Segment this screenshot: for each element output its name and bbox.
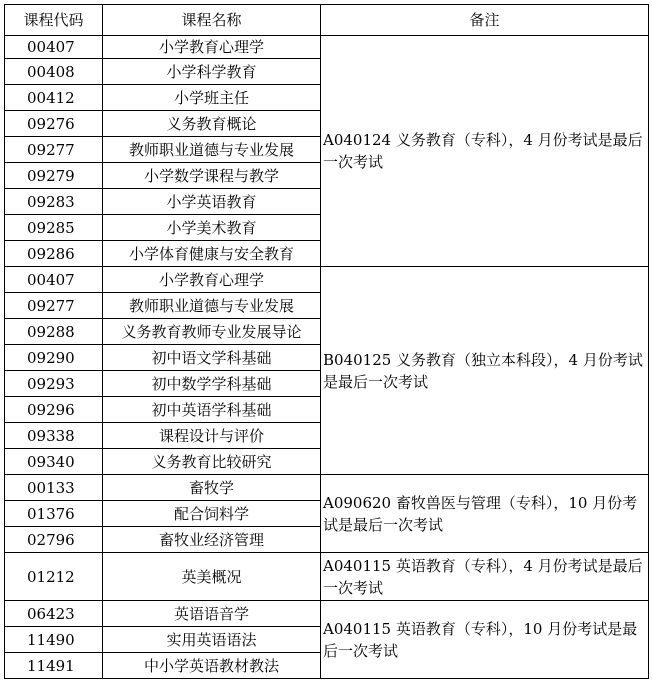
header-course-code: 课程代码 (5, 5, 103, 36)
course-name-cell: 小学班主任 (103, 85, 321, 111)
course-name-cell: 小学教育心理学 (103, 267, 321, 293)
header-course-name: 课程名称 (103, 5, 321, 36)
course-name-cell: 配合饲料学 (103, 501, 321, 527)
course-name-cell: 中小学英语教材教法 (103, 653, 321, 679)
course-code-cell: 09277 (5, 293, 103, 319)
course-name-cell: 畜牧学 (103, 475, 321, 501)
exam-course-table (4, 4, 649, 679)
course-code-cell: 09288 (5, 319, 103, 345)
course-name-cell: 畜牧业经济管理 (103, 527, 321, 553)
table-row (5, 267, 649, 293)
header-row (5, 5, 649, 36)
course-code-cell: 11490 (5, 627, 103, 653)
course-code-cell: 09340 (5, 449, 103, 475)
course-name-cell: 初中数学学科基础 (103, 371, 321, 397)
course-code-cell: 00407 (5, 36, 103, 59)
course-code-cell: 09293 (5, 371, 103, 397)
course-name-cell: 小学美术教育 (103, 215, 321, 241)
course-code-cell: 09296 (5, 397, 103, 423)
course-code-cell: 00408 (5, 59, 103, 85)
course-name-cell: 义务教育教师专业发展导论 (103, 319, 321, 345)
course-code-cell: 01212 (5, 553, 103, 601)
course-name-cell: 小学体育健康与安全教育 (103, 241, 321, 267)
table-body (5, 36, 649, 679)
course-code-cell: 00412 (5, 85, 103, 111)
remarks-cell: B040125 义务教育（独立本科段），4 月份考试是最后一次考试 (321, 267, 649, 475)
table-row (5, 36, 649, 59)
course-name-cell: 教师职业道德与专业发展 (103, 137, 321, 163)
course-name-cell: 英语语音学 (103, 601, 321, 627)
table-row (5, 601, 649, 627)
course-code-cell: 01376 (5, 501, 103, 527)
table-row (5, 553, 649, 601)
table-row (5, 475, 649, 501)
course-code-cell: 11491 (5, 653, 103, 679)
remarks-cell: A040115 英语教育（专科），4 月份考试是最后一次考试 (321, 553, 649, 601)
course-code-cell: 09290 (5, 345, 103, 371)
course-name-cell: 课程设计与评价 (103, 423, 321, 449)
course-name-cell: 初中英语学科基础 (103, 397, 321, 423)
course-name-cell: 初中语文学科基础 (103, 345, 321, 371)
course-code-cell: 09286 (5, 241, 103, 267)
course-code-cell: 00133 (5, 475, 103, 501)
course-name-cell: 教师职业道德与专业发展 (103, 293, 321, 319)
course-code-cell: 09283 (5, 189, 103, 215)
course-code-cell: 09285 (5, 215, 103, 241)
course-code-cell: 09338 (5, 423, 103, 449)
course-name-cell: 小学数学课程与教学 (103, 163, 321, 189)
course-name-cell: 小学英语教育 (103, 189, 321, 215)
course-name-cell: 小学科学教育 (103, 59, 321, 85)
course-name-cell: 实用英语语法 (103, 627, 321, 653)
course-name-cell: 英美概况 (103, 553, 321, 601)
remarks-cell: A090620 畜牧兽医与管理（专科），10 月份考试是最后一次考试 (321, 475, 649, 553)
course-code-cell: 06423 (5, 601, 103, 627)
course-code-cell: 00407 (5, 267, 103, 293)
course-name-cell: 义务教育概论 (103, 111, 321, 137)
remarks-cell: A040124 义务教育（专科），4 月份考试是最后一次考试 (321, 36, 649, 267)
course-code-cell: 09276 (5, 111, 103, 137)
header-remarks: 备注 (321, 5, 649, 36)
course-code-cell: 09277 (5, 137, 103, 163)
course-code-cell: 09279 (5, 163, 103, 189)
course-code-cell: 02796 (5, 527, 103, 553)
course-name-cell: 小学教育心理学 (103, 36, 321, 59)
course-name-cell: 义务教育比较研究 (103, 449, 321, 475)
remarks-cell: A040115 英语教育（专科），10 月份考试是最后一次考试 (321, 601, 649, 679)
